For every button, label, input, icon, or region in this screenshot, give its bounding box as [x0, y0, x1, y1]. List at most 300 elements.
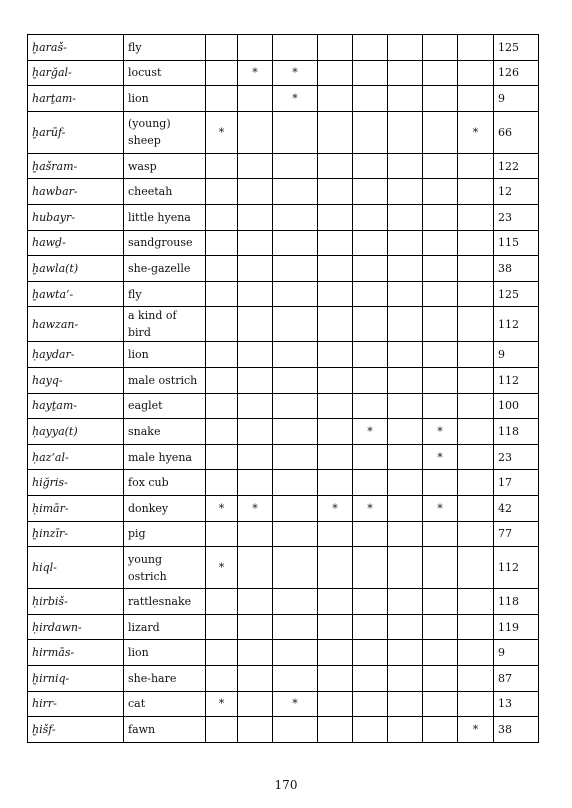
table-row	[28, 368, 539, 394]
mark-cell	[388, 230, 423, 256]
mark-cell	[206, 419, 238, 445]
mark-cell	[388, 614, 423, 640]
mark-cell: *	[206, 547, 238, 589]
table-row	[28, 35, 539, 61]
mark-cell	[353, 665, 388, 691]
mark-cell: *	[206, 496, 238, 522]
mark-cell	[318, 35, 353, 61]
mark-cell	[273, 153, 318, 179]
mark-cell	[388, 111, 423, 153]
mark-cell	[206, 281, 238, 307]
table-row	[28, 717, 539, 743]
mark-cell	[353, 281, 388, 307]
mark-cell	[388, 342, 423, 368]
mark-cell	[273, 35, 318, 61]
entry-word: hawbar-	[28, 179, 124, 205]
mark-cell	[458, 60, 494, 86]
mark-cell	[273, 614, 318, 640]
entry-word: hiql-	[28, 547, 124, 589]
entry-word: hirmās-	[28, 640, 124, 666]
mark-cell	[273, 419, 318, 445]
mark-cell	[206, 153, 238, 179]
mark-cell	[206, 717, 238, 743]
mark-cell	[353, 111, 388, 153]
mark-cell	[458, 393, 494, 419]
mark-cell	[423, 470, 458, 496]
mark-cell	[238, 640, 273, 666]
entry-meaning: she-gazelle	[124, 256, 206, 282]
mark-cell	[353, 444, 388, 470]
entry-word: ḥazʻal-	[28, 444, 124, 470]
entry-word: ḥirbiš-	[28, 589, 124, 615]
mark-cell	[238, 179, 273, 205]
mark-cell	[353, 60, 388, 86]
mark-cell	[353, 691, 388, 717]
mark-cell	[353, 717, 388, 743]
mark-cell	[458, 640, 494, 666]
entry-meaning: fawn	[124, 717, 206, 743]
mark-cell	[318, 547, 353, 589]
mark-cell: *	[206, 691, 238, 717]
mark-cell	[458, 614, 494, 640]
mark-cell	[206, 368, 238, 394]
mark-cell	[423, 35, 458, 61]
mark-cell	[353, 342, 388, 368]
entry-word: ḥaydar-	[28, 342, 124, 368]
entry-word: ḫaraš-	[28, 35, 124, 61]
entry-ref: 9	[494, 86, 539, 112]
mark-cell	[206, 665, 238, 691]
mark-cell	[423, 281, 458, 307]
mark-cell	[318, 589, 353, 615]
mark-cell	[206, 86, 238, 112]
entry-word: ḥimār-	[28, 496, 124, 522]
mark-cell	[353, 470, 388, 496]
entry-ref: 126	[494, 60, 539, 86]
mark-cell	[423, 204, 458, 230]
mark-cell	[388, 691, 423, 717]
mark-cell	[238, 419, 273, 445]
mark-cell	[458, 256, 494, 282]
mark-cell	[388, 281, 423, 307]
entry-meaning: a kind of bird	[124, 307, 206, 342]
entry-ref: 125	[494, 281, 539, 307]
mark-cell	[423, 521, 458, 547]
mark-cell	[318, 665, 353, 691]
entry-word: harṯam-	[28, 86, 124, 112]
mark-cell	[206, 179, 238, 205]
mark-cell	[206, 521, 238, 547]
table-row	[28, 640, 539, 666]
mark-cell	[238, 111, 273, 153]
mark-cell	[388, 153, 423, 179]
entry-word: ḥirdawn-	[28, 614, 124, 640]
entry-meaning: lion	[124, 640, 206, 666]
entry-meaning: fly	[124, 35, 206, 61]
table-row	[28, 521, 539, 547]
mark-cell	[388, 665, 423, 691]
entry-meaning: male hyena	[124, 444, 206, 470]
table-row	[28, 419, 539, 445]
mark-cell	[458, 444, 494, 470]
mark-cell: *	[238, 496, 273, 522]
mark-cell	[458, 547, 494, 589]
mark-cell	[388, 640, 423, 666]
entry-meaning: young ostrich	[124, 547, 206, 589]
entry-meaning: little hyena	[124, 204, 206, 230]
mark-cell	[388, 470, 423, 496]
table-row	[28, 204, 539, 230]
mark-cell	[206, 230, 238, 256]
mark-cell	[423, 547, 458, 589]
mark-cell	[273, 444, 318, 470]
mark-cell	[423, 614, 458, 640]
entry-ref: 119	[494, 614, 539, 640]
table-row	[28, 691, 539, 717]
mark-cell	[458, 589, 494, 615]
mark-cell	[423, 368, 458, 394]
mark-cell	[388, 204, 423, 230]
entry-word: ḫinzīr-	[28, 521, 124, 547]
mark-cell	[273, 589, 318, 615]
mark-cell	[353, 614, 388, 640]
entry-ref: 38	[494, 256, 539, 282]
entry-word: ḥayya(t)	[28, 419, 124, 445]
entry-word: ḫašram-	[28, 153, 124, 179]
mark-cell: *	[423, 496, 458, 522]
mark-cell	[353, 153, 388, 179]
mark-cell	[238, 204, 273, 230]
mark-cell	[423, 179, 458, 205]
mark-cell	[206, 60, 238, 86]
mark-cell	[388, 393, 423, 419]
table-row	[28, 444, 539, 470]
entry-ref: 13	[494, 691, 539, 717]
mark-cell	[458, 281, 494, 307]
mark-cell	[238, 547, 273, 589]
entry-meaning: lion	[124, 86, 206, 112]
entry-word: hawzan-	[28, 307, 124, 342]
mark-cell	[458, 665, 494, 691]
entry-ref: 12	[494, 179, 539, 205]
table-body	[28, 35, 539, 743]
entry-meaning: rattlesnake	[124, 589, 206, 615]
table-row	[28, 256, 539, 282]
mark-cell	[458, 307, 494, 342]
mark-cell	[388, 496, 423, 522]
entry-ref: 42	[494, 496, 539, 522]
mark-cell	[273, 204, 318, 230]
mark-cell	[318, 419, 353, 445]
entry-ref: 118	[494, 589, 539, 615]
mark-cell	[206, 589, 238, 615]
mark-cell	[423, 717, 458, 743]
mark-cell	[423, 640, 458, 666]
mark-cell	[458, 204, 494, 230]
mark-cell	[423, 589, 458, 615]
entry-word: hubayr-	[28, 204, 124, 230]
lexicon-table	[27, 34, 539, 743]
entry-word: ḫawla(t)	[28, 256, 124, 282]
entry-word: hawḏ-	[28, 230, 124, 256]
mark-cell	[273, 717, 318, 743]
mark-cell	[206, 256, 238, 282]
mark-cell	[206, 204, 238, 230]
mark-cell: *	[273, 60, 318, 86]
mark-cell: *	[353, 496, 388, 522]
mark-cell	[238, 665, 273, 691]
mark-cell	[423, 153, 458, 179]
mark-cell	[238, 691, 273, 717]
table-row	[28, 665, 539, 691]
mark-cell	[388, 521, 423, 547]
mark-cell	[318, 281, 353, 307]
mark-cell	[273, 281, 318, 307]
mark-cell	[423, 86, 458, 112]
mark-cell	[388, 419, 423, 445]
table-row	[28, 589, 539, 615]
mark-cell	[238, 307, 273, 342]
mark-cell	[206, 470, 238, 496]
mark-cell	[318, 640, 353, 666]
mark-cell	[273, 665, 318, 691]
mark-cell	[238, 444, 273, 470]
mark-cell	[388, 179, 423, 205]
entry-ref: 77	[494, 521, 539, 547]
mark-cell	[318, 521, 353, 547]
mark-cell: *	[273, 86, 318, 112]
mark-cell: *	[458, 111, 494, 153]
page-number: 170	[274, 778, 298, 792]
entry-word: ḫirniq-	[28, 665, 124, 691]
mark-cell	[458, 230, 494, 256]
mark-cell	[458, 342, 494, 368]
entry-word: hirr-	[28, 691, 124, 717]
mark-cell	[423, 342, 458, 368]
entry-ref: 87	[494, 665, 539, 691]
entry-meaning: lizard	[124, 614, 206, 640]
mark-cell	[353, 86, 388, 112]
mark-cell	[353, 256, 388, 282]
mark-cell	[273, 179, 318, 205]
mark-cell	[423, 393, 458, 419]
mark-cell	[318, 717, 353, 743]
entry-meaning: locust	[124, 60, 206, 86]
mark-cell	[458, 496, 494, 522]
mark-cell	[388, 589, 423, 615]
mark-cell	[388, 86, 423, 112]
mark-cell	[388, 368, 423, 394]
table-row	[28, 153, 539, 179]
mark-cell	[238, 614, 273, 640]
table-row	[28, 470, 539, 496]
mark-cell	[423, 230, 458, 256]
mark-cell	[318, 368, 353, 394]
mark-cell	[238, 342, 273, 368]
entry-ref: 112	[494, 307, 539, 342]
table-row	[28, 614, 539, 640]
mark-cell	[423, 665, 458, 691]
mark-cell	[458, 35, 494, 61]
mark-cell	[238, 589, 273, 615]
mark-cell: *	[318, 496, 353, 522]
mark-cell	[238, 470, 273, 496]
mark-cell	[238, 368, 273, 394]
mark-cell	[206, 444, 238, 470]
mark-cell	[353, 547, 388, 589]
mark-cell	[353, 640, 388, 666]
mark-cell	[388, 307, 423, 342]
entry-ref: 23	[494, 444, 539, 470]
mark-cell	[318, 153, 353, 179]
mark-cell	[238, 86, 273, 112]
table-row	[28, 281, 539, 307]
mark-cell	[353, 307, 388, 342]
mark-cell	[353, 35, 388, 61]
entry-meaning: donkey	[124, 496, 206, 522]
entry-ref: 66	[494, 111, 539, 153]
mark-cell	[318, 691, 353, 717]
table-row	[28, 342, 539, 368]
mark-cell	[238, 256, 273, 282]
mark-cell	[318, 111, 353, 153]
mark-cell: *	[353, 419, 388, 445]
entry-ref: 122	[494, 153, 539, 179]
mark-cell	[273, 470, 318, 496]
mark-cell: *	[423, 444, 458, 470]
mark-cell	[273, 368, 318, 394]
mark-cell	[318, 230, 353, 256]
entry-meaning: sandgrouse	[124, 230, 206, 256]
mark-cell	[273, 256, 318, 282]
entry-meaning: wasp	[124, 153, 206, 179]
entry-ref: 9	[494, 342, 539, 368]
mark-cell	[238, 153, 273, 179]
mark-cell	[238, 230, 273, 256]
mark-cell: *	[423, 419, 458, 445]
mark-cell	[273, 342, 318, 368]
mark-cell: *	[458, 717, 494, 743]
entry-ref: 100	[494, 393, 539, 419]
table-row	[28, 547, 539, 589]
entry-meaning: snake	[124, 419, 206, 445]
entry-ref: 112	[494, 547, 539, 589]
mark-cell	[206, 342, 238, 368]
mark-cell	[273, 111, 318, 153]
mark-cell	[206, 614, 238, 640]
mark-cell	[318, 60, 353, 86]
entry-ref: 38	[494, 717, 539, 743]
entry-word: ḫawtaʻ-	[28, 281, 124, 307]
entry-ref: 118	[494, 419, 539, 445]
entry-meaning: fox cub	[124, 470, 206, 496]
entry-meaning: pig	[124, 521, 206, 547]
mark-cell	[206, 393, 238, 419]
table-row	[28, 496, 539, 522]
mark-cell	[238, 521, 273, 547]
entry-meaning: cat	[124, 691, 206, 717]
table-row	[28, 179, 539, 205]
mark-cell	[206, 640, 238, 666]
mark-cell	[206, 35, 238, 61]
mark-cell	[318, 307, 353, 342]
mark-cell	[388, 60, 423, 86]
mark-cell	[353, 204, 388, 230]
entry-meaning: cheetah	[124, 179, 206, 205]
entry-meaning: fly	[124, 281, 206, 307]
mark-cell	[318, 614, 353, 640]
mark-cell	[458, 86, 494, 112]
entry-meaning: lion	[124, 342, 206, 368]
mark-cell	[423, 111, 458, 153]
mark-cell	[458, 470, 494, 496]
entry-ref: 112	[494, 368, 539, 394]
mark-cell	[273, 393, 318, 419]
mark-cell: *	[238, 60, 273, 86]
mark-cell	[318, 444, 353, 470]
mark-cell	[238, 281, 273, 307]
mark-cell	[273, 496, 318, 522]
mark-cell	[318, 179, 353, 205]
mark-cell	[318, 256, 353, 282]
entry-ref: 23	[494, 204, 539, 230]
mark-cell	[273, 307, 318, 342]
table-row	[28, 307, 539, 342]
mark-cell	[388, 35, 423, 61]
entry-word: ḫišf-	[28, 717, 124, 743]
entry-word: hayq-	[28, 368, 124, 394]
entry-word: hayṯam-	[28, 393, 124, 419]
table-row	[28, 60, 539, 86]
mark-cell	[273, 547, 318, 589]
table-row	[28, 230, 539, 256]
mark-cell	[273, 640, 318, 666]
mark-cell: *	[206, 111, 238, 153]
entry-meaning: male ostrich	[124, 368, 206, 394]
mark-cell	[458, 691, 494, 717]
mark-cell	[353, 521, 388, 547]
mark-cell	[353, 393, 388, 419]
table-row	[28, 111, 539, 153]
mark-cell: *	[273, 691, 318, 717]
entry-meaning: eaglet	[124, 393, 206, 419]
entry-word: ḫarğal-	[28, 60, 124, 86]
mark-cell	[318, 470, 353, 496]
mark-cell	[238, 393, 273, 419]
mark-cell	[318, 204, 353, 230]
entry-meaning: (young) sheep	[124, 111, 206, 153]
mark-cell	[388, 547, 423, 589]
mark-cell	[423, 60, 458, 86]
mark-cell	[423, 691, 458, 717]
table-row	[28, 86, 539, 112]
mark-cell	[388, 717, 423, 743]
entry-word: hiğris-	[28, 470, 124, 496]
mark-cell	[353, 589, 388, 615]
mark-cell	[388, 444, 423, 470]
mark-cell	[206, 307, 238, 342]
entry-word: ḫarūf-	[28, 111, 124, 153]
mark-cell	[318, 342, 353, 368]
mark-cell	[423, 307, 458, 342]
mark-cell	[238, 717, 273, 743]
mark-cell	[388, 256, 423, 282]
mark-cell	[273, 521, 318, 547]
mark-cell	[423, 256, 458, 282]
entry-ref: 125	[494, 35, 539, 61]
mark-cell	[458, 368, 494, 394]
mark-cell	[458, 419, 494, 445]
